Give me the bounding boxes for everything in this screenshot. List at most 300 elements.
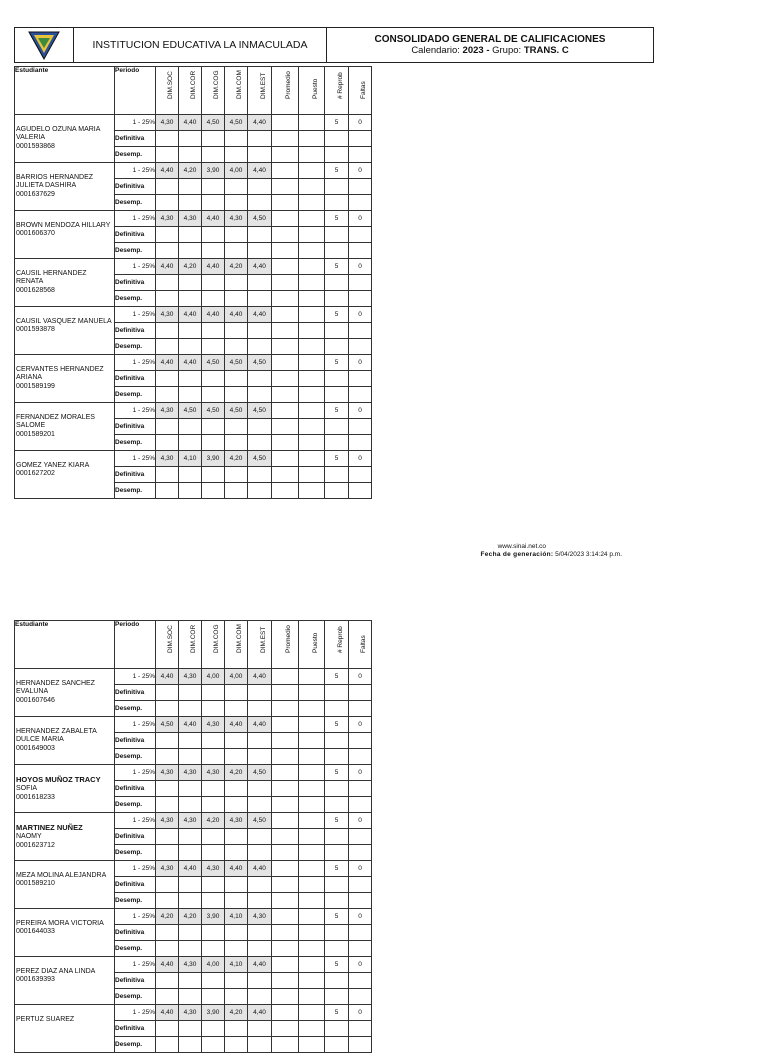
empty-cell [225,733,248,749]
column-header-subject [202,621,225,669]
rank-cell [299,669,325,685]
empty-cell [349,989,372,1005]
page-footer [380,543,622,559]
empty-cell [349,701,372,717]
empty-cell [156,749,179,765]
empty-cell [179,893,202,909]
empty-cell [225,467,248,483]
column-header-subject [248,67,272,115]
grade-cell: 4,30 [156,813,179,829]
grade-cell: 4,30 [179,1005,202,1021]
column-header-student: Estudiante [15,621,115,669]
grade-cell: 4,30 [156,451,179,467]
column-header-subject-label: Promedio [285,625,292,653]
grade-cell: 4,40 [225,307,248,323]
empty-cell [225,941,248,957]
empty-cell [325,685,349,701]
column-header-subject-label: Faltas [360,81,367,99]
empty-cell [299,483,325,499]
empty-cell [325,483,349,499]
average-cell [272,957,299,973]
empty-cell [202,275,225,291]
column-header-subject [202,67,225,115]
average-cell [272,861,299,877]
empty-cell [179,387,202,403]
performance-label: Desemp. [115,483,156,499]
empty-cell [248,147,272,163]
empty-cell [299,243,325,259]
student-name-bold: HOYOS MUÑOZ TRACY [16,775,101,784]
school-logo [15,28,74,62]
absences-cell: 0 [349,909,372,925]
empty-cell [202,989,225,1005]
empty-cell [349,371,372,387]
absences-cell: 0 [349,211,372,227]
empty-cell [225,781,248,797]
empty-cell [349,243,372,259]
empty-cell [299,323,325,339]
empty-cell [156,1037,179,1053]
empty-cell [248,467,272,483]
student-code: 0001589201 [16,430,55,438]
absences-cell: 0 [349,1005,372,1021]
student-cell [15,909,115,957]
student-period-row [15,451,372,467]
rank-cell [299,163,325,179]
student-info [16,872,112,889]
student-period-row [15,259,372,275]
column-header-subject [225,621,248,669]
empty-cell [248,893,272,909]
final-label: Definitiva [115,877,156,893]
student-cell [15,451,115,499]
column-header-subject-label: DIM.EST [259,626,267,653]
grade-cell: 4,40 [248,1005,272,1021]
period-label: 1 - 25% [115,717,156,733]
grade-cell: 4,30 [156,861,179,877]
average-cell [272,717,299,733]
grade-cell: 4,40 [156,669,179,685]
average-cell [272,115,299,131]
empty-cell [248,227,272,243]
student-code: 0001618233 [16,793,55,801]
empty-cell [325,941,349,957]
group-label: Grupo: [492,45,522,56]
empty-cell [272,973,299,989]
grade-cell: 4,40 [179,861,202,877]
performance-label: Desemp. [115,291,156,307]
column-header-subject-label: DIM.COM [236,624,243,653]
grade-cell: 4,50 [248,813,272,829]
empty-cell [225,877,248,893]
empty-cell [202,973,225,989]
absences-cell: 0 [349,717,372,733]
empty-cell [225,371,248,387]
empty-cell [202,701,225,717]
empty-cell [156,131,179,147]
group-value: TRANS. C [523,45,569,56]
column-header-subject [349,621,372,669]
performance-label: Desemp. [115,435,156,451]
empty-cell [225,435,248,451]
performance-label: Desemp. [115,1037,156,1053]
student-info [16,920,112,937]
empty-cell [325,1037,349,1053]
grade-cell: 4,50 [248,211,272,227]
student-period-row [15,163,372,179]
column-header-subject [299,67,325,115]
period-label: 1 - 25% [115,451,156,467]
empty-cell [156,483,179,499]
empty-cell [179,925,202,941]
student-info [16,680,112,705]
student-name: FERNANDEZ MORALES SALOME [16,414,95,430]
student-name: PEREIRA MORA VICTORIA [16,920,104,927]
grade-cell: 4,50 [202,355,225,371]
empty-cell [179,1021,202,1037]
failed-count-cell: 5 [325,957,349,973]
grade-cell: 4,50 [202,115,225,131]
period-label: 1 - 25% [115,765,156,781]
generation-date-label: Fecha de generación: [480,551,554,558]
student-code: 0001606370 [16,230,55,238]
grade-cell: 4,30 [156,765,179,781]
final-label: Definitiva [115,323,156,339]
empty-cell [156,371,179,387]
grade-cell: 3,90 [202,163,225,179]
student-code: 0001589199 [16,382,55,390]
column-header-subject [179,67,202,115]
grade-cell: 4,40 [179,717,202,733]
empty-cell [179,147,202,163]
empty-cell [325,371,349,387]
period-label: 1 - 25% [115,813,156,829]
absences-cell: 0 [349,957,372,973]
empty-cell [272,419,299,435]
student-info [16,728,112,753]
empty-cell [202,845,225,861]
empty-cell [325,419,349,435]
student-info [16,1016,112,1024]
final-label: Definitiva [115,275,156,291]
empty-cell [272,339,299,355]
period-label: 1 - 25% [115,1005,156,1021]
grade-cell: 4,40 [225,717,248,733]
student-code: 0001623712 [16,841,55,849]
period-label: 1 - 25% [115,163,156,179]
absences-cell: 0 [349,403,372,419]
grade-cell: 4,00 [225,669,248,685]
empty-cell [299,1021,325,1037]
empty-cell [349,685,372,701]
empty-cell [299,227,325,243]
empty-cell [225,291,248,307]
grade-cell: 4,30 [179,765,202,781]
student-info [16,270,112,295]
empty-cell [272,877,299,893]
empty-cell [299,291,325,307]
student-info [16,776,112,802]
empty-cell [349,227,372,243]
empty-cell [349,195,372,211]
student-period-row [15,211,372,227]
empty-cell [248,845,272,861]
report-subtitle [411,45,568,56]
empty-cell [325,291,349,307]
empty-cell [248,749,272,765]
grade-cell: 4,20 [179,163,202,179]
column-header-subject-label: DIM.COM [236,70,243,99]
empty-cell [156,829,179,845]
empty-cell [248,291,272,307]
performance-label: Desemp. [115,243,156,259]
grade-cell: 4,30 [156,403,179,419]
rank-cell [299,909,325,925]
empty-cell [179,275,202,291]
empty-cell [248,179,272,195]
empty-cell [179,1037,202,1053]
failed-count-cell: 5 [325,355,349,371]
empty-cell [325,733,349,749]
empty-cell [179,733,202,749]
column-header-subject-label: DIM.SOC [167,625,174,653]
empty-cell [225,483,248,499]
performance-label: Desemp. [115,195,156,211]
empty-cell [299,195,325,211]
empty-cell [179,131,202,147]
rank-cell [299,307,325,323]
period-label: 1 - 25% [115,861,156,877]
empty-cell [202,291,225,307]
final-label: Definitiva [115,179,156,195]
average-cell [272,451,299,467]
empty-cell [248,323,272,339]
empty-cell [272,323,299,339]
empty-cell [156,419,179,435]
empty-cell [156,989,179,1005]
empty-cell [325,323,349,339]
empty-cell [179,435,202,451]
empty-cell [225,131,248,147]
empty-cell [179,467,202,483]
column-header-subject [325,621,349,669]
report-title: CONSOLIDADO GENERAL DE CALIFICACIONES [374,34,606,45]
empty-cell [225,973,248,989]
empty-cell [202,387,225,403]
empty-cell [248,419,272,435]
rank-cell [299,211,325,227]
empty-cell [299,749,325,765]
failed-count-cell: 5 [325,115,349,131]
column-header-subject [299,621,325,669]
empty-cell [225,227,248,243]
average-cell [272,669,299,685]
grade-cell: 4,50 [248,451,272,467]
empty-cell [156,845,179,861]
empty-cell [179,877,202,893]
student-code: 0001593868 [16,142,55,150]
absences-cell: 0 [349,163,372,179]
empty-cell [299,387,325,403]
final-label: Definitiva [115,685,156,701]
grade-cell: 4,50 [248,403,272,419]
average-cell [272,163,299,179]
column-header-subject-label: DIM.COR [190,70,197,99]
empty-cell [325,925,349,941]
failed-count-cell: 5 [325,259,349,275]
period-label: 1 - 25% [115,259,156,275]
empty-cell [325,131,349,147]
empty-cell [225,685,248,701]
rank-cell [299,717,325,733]
empty-cell [349,147,372,163]
period-label: 1 - 25% [115,957,156,973]
final-label: Definitiva [115,733,156,749]
empty-cell [225,845,248,861]
performance-label: Desemp. [115,989,156,1005]
grade-cell: 4,40 [225,861,248,877]
grade-cell: 4,20 [225,765,248,781]
rank-cell [299,403,325,419]
failed-count-cell: 5 [325,1005,349,1021]
student-info [16,174,112,199]
grade-cell: 4,30 [179,211,202,227]
grade-cell: 4,50 [248,765,272,781]
grade-cell: 4,20 [202,813,225,829]
empty-cell [299,829,325,845]
column-header-subject-label: # Reprob [336,626,344,653]
grade-cell: 4,20 [225,259,248,275]
empty-cell [325,243,349,259]
student-period-row [15,813,372,829]
empty-cell [272,195,299,211]
grade-cell: 4,40 [248,861,272,877]
grade-cell: 4,50 [248,355,272,371]
student-name: SOFIA [16,785,38,793]
student-period-row [15,669,372,685]
student-period-row [15,403,372,419]
grade-cell: 4,40 [179,115,202,131]
empty-cell [248,275,272,291]
student-info [16,824,112,850]
empty-cell [156,243,179,259]
empty-cell [156,323,179,339]
empty-cell [225,829,248,845]
empty-cell [325,387,349,403]
empty-cell [349,1021,372,1037]
empty-cell [299,435,325,451]
empty-cell [325,749,349,765]
empty-cell [202,925,225,941]
empty-cell [225,275,248,291]
grade-cell: 4,20 [179,909,202,925]
empty-cell [202,435,225,451]
empty-cell [202,685,225,701]
performance-label: Desemp. [115,893,156,909]
empty-cell [202,1021,225,1037]
empty-cell [299,147,325,163]
average-cell [272,211,299,227]
footer-url[interactable]: www.sinai.net.co [497,543,546,550]
grade-cell: 4,50 [202,403,225,419]
header-row [15,67,372,115]
column-header-student: Estudiante [15,67,115,115]
empty-cell [349,877,372,893]
empty-cell [156,685,179,701]
empty-cell [225,893,248,909]
empty-cell [349,973,372,989]
empty-cell [325,989,349,1005]
grade-cell: 4,30 [156,115,179,131]
empty-cell [179,973,202,989]
grade-cell: 4,10 [225,957,248,973]
student-cell [15,1005,115,1053]
grade-cell: 4,30 [179,813,202,829]
grade-cell: 3,90 [202,451,225,467]
empty-cell [202,483,225,499]
student-code: 0001649003 [16,744,55,752]
failed-count-cell: 5 [325,211,349,227]
student-period-row [15,909,372,925]
grade-cell: 4,40 [202,307,225,323]
empty-cell [179,797,202,813]
final-label: Definitiva [115,467,156,483]
empty-cell [349,781,372,797]
empty-cell [349,387,372,403]
empty-cell [179,989,202,1005]
empty-cell [272,925,299,941]
empty-cell [225,797,248,813]
performance-label: Desemp. [115,701,156,717]
empty-cell [225,339,248,355]
student-info [16,318,112,335]
empty-cell [349,131,372,147]
empty-cell [272,291,299,307]
absences-cell: 0 [349,355,372,371]
student-name: GOMEZ YANEZ KIARA [16,462,90,469]
empty-cell [272,131,299,147]
empty-cell [202,371,225,387]
final-label: Definitiva [115,227,156,243]
grade-cell: 4,40 [202,211,225,227]
empty-cell [299,275,325,291]
empty-cell [179,781,202,797]
empty-cell [349,925,372,941]
empty-cell [299,893,325,909]
empty-cell [272,829,299,845]
student-code: 0001628568 [16,286,55,294]
empty-cell [179,243,202,259]
performance-label: Desemp. [115,147,156,163]
final-label: Definitiva [115,371,156,387]
empty-cell [272,371,299,387]
empty-cell [248,877,272,893]
student-cell [15,355,115,403]
performance-label: Desemp. [115,797,156,813]
column-header-subject-label: DIM.COG [213,70,220,99]
empty-cell [248,701,272,717]
empty-cell [202,781,225,797]
empty-cell [299,781,325,797]
performance-label: Desemp. [115,845,156,861]
empty-cell [225,1037,248,1053]
empty-cell [202,195,225,211]
grade-cell: 4,50 [225,403,248,419]
empty-cell [272,227,299,243]
empty-cell [156,227,179,243]
student-cell [15,813,115,861]
empty-cell [299,685,325,701]
